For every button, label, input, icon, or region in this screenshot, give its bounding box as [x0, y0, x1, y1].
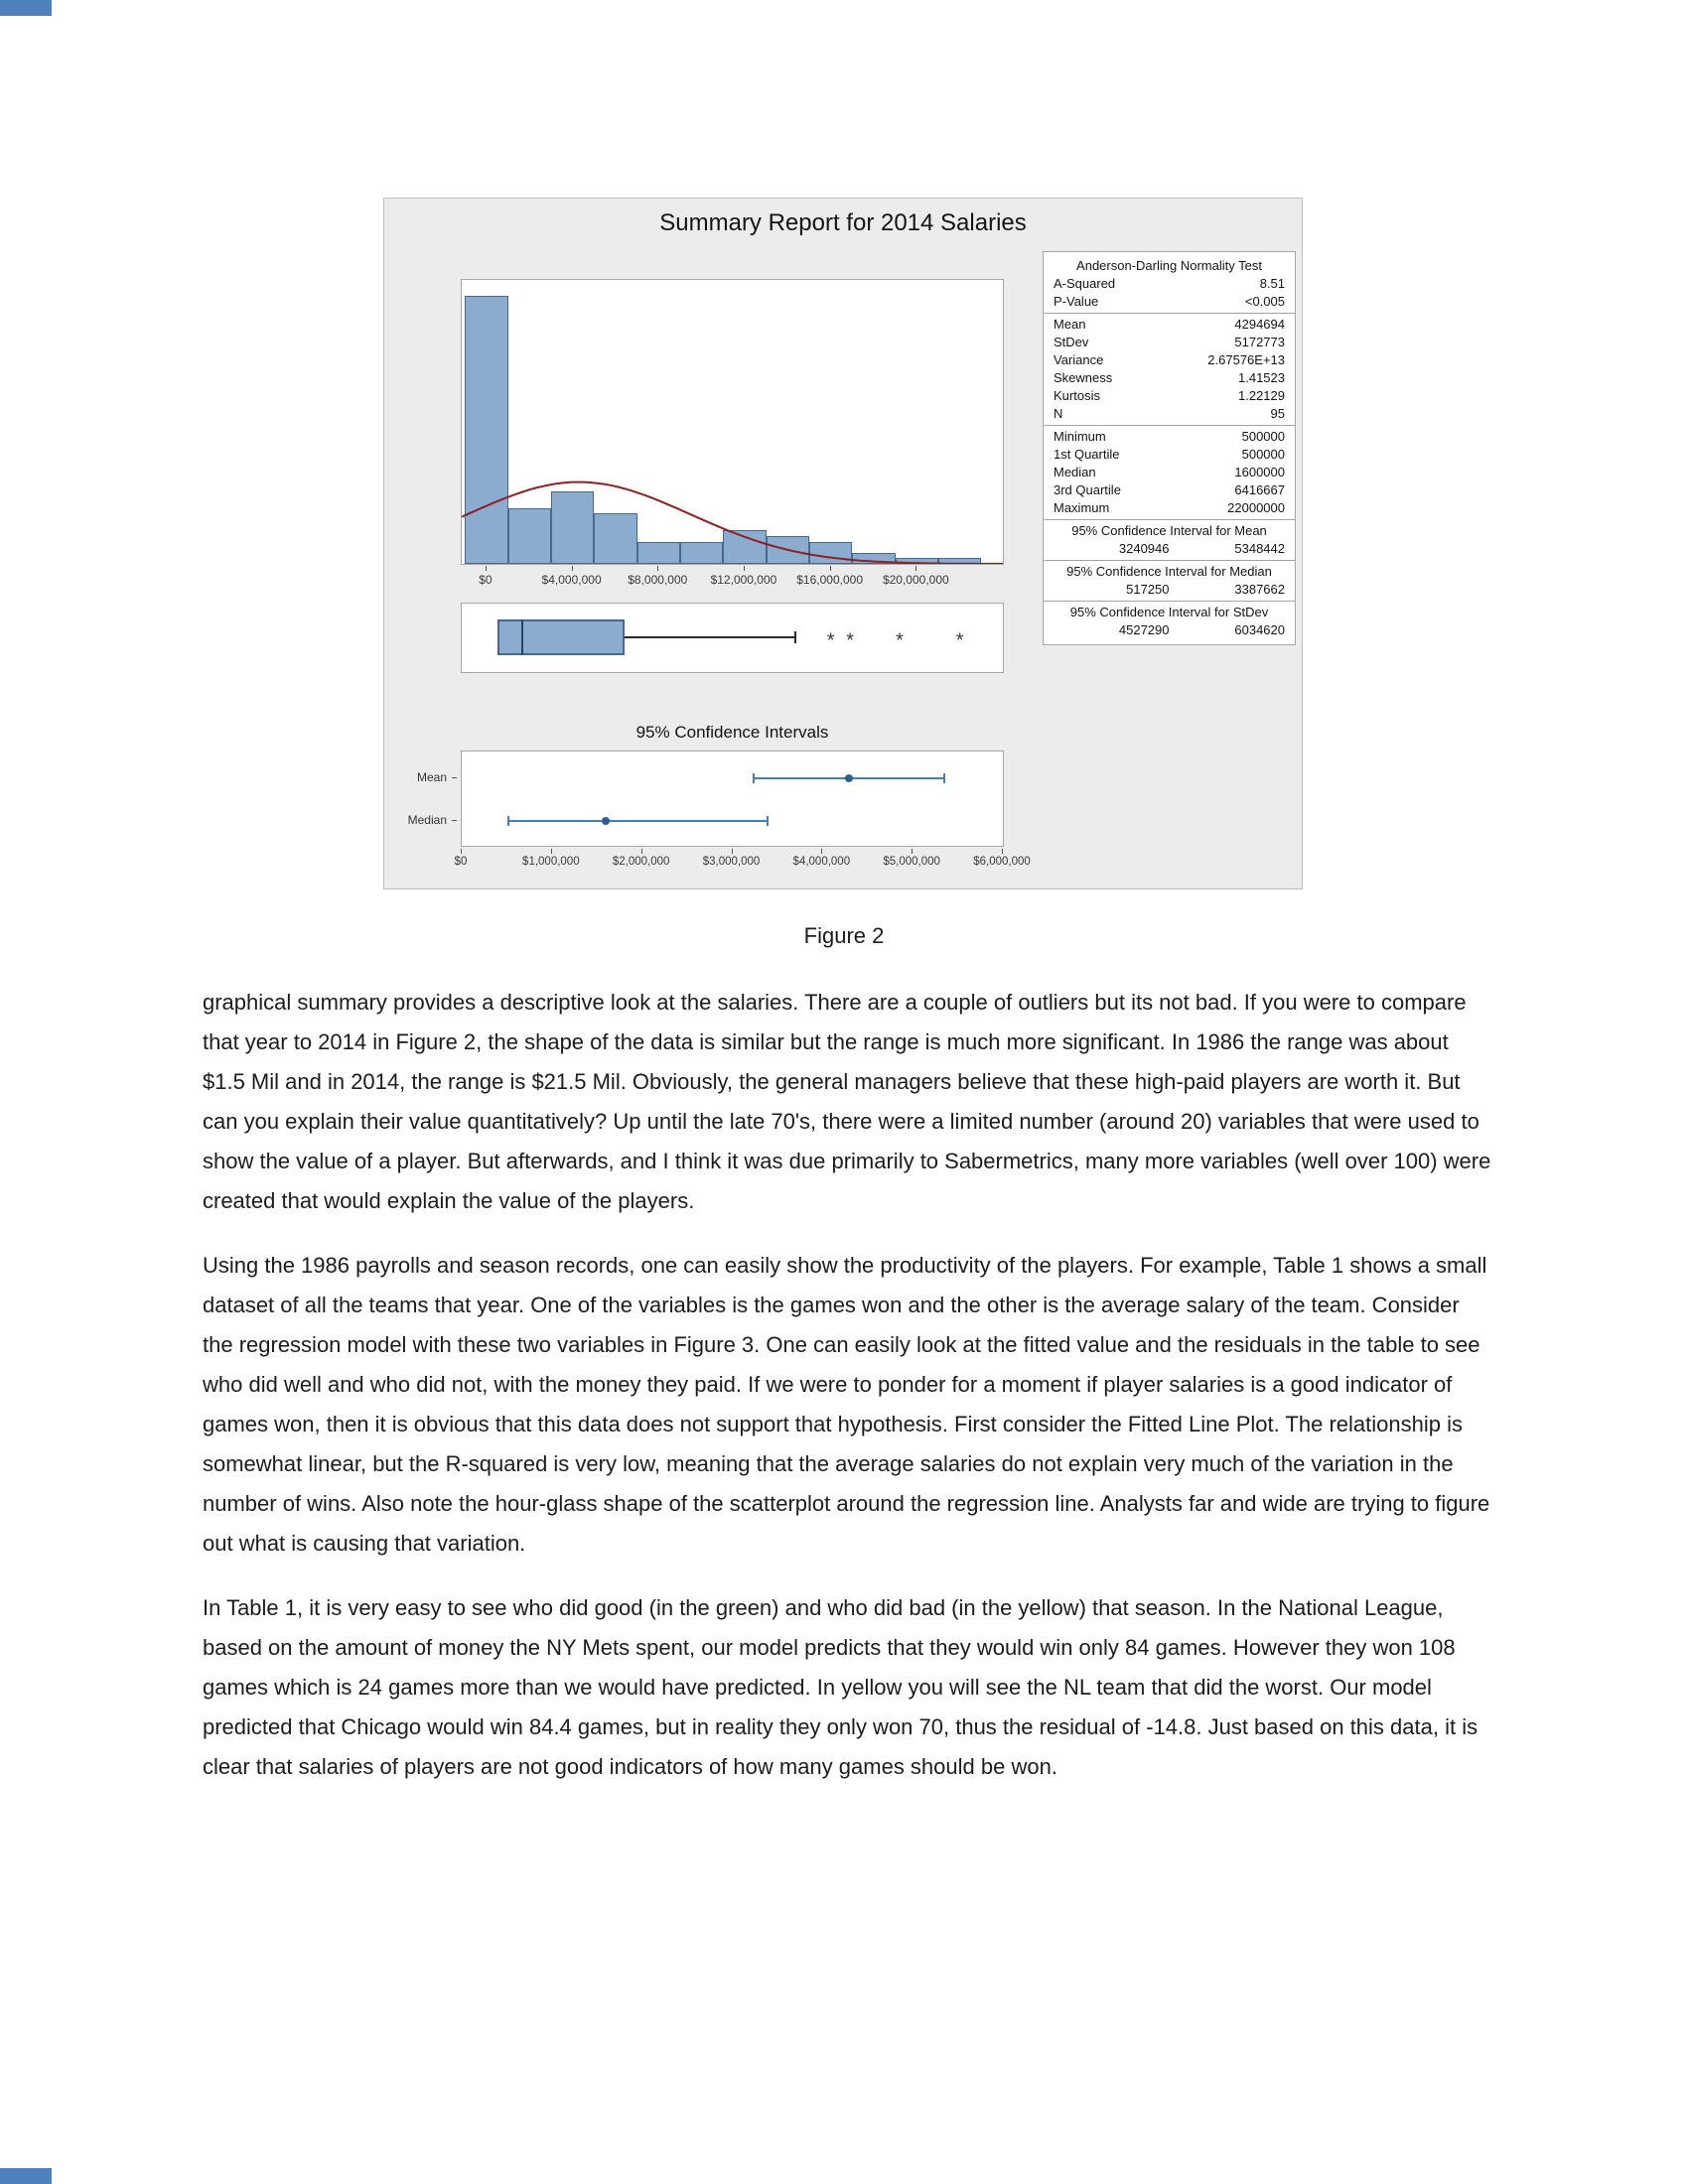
stats-section	[1044, 560, 1295, 601]
ci-row-label: Median	[407, 813, 447, 828]
stat-label: 3rd Quartile	[1054, 482, 1121, 497]
figure-caption: Figure 2	[803, 923, 885, 948]
ci-row-tick	[452, 820, 457, 821]
normal-curve-path	[462, 482, 1003, 564]
stat-value: 517250	[1126, 582, 1170, 597]
stat-value: 3387662	[1234, 582, 1285, 597]
stats-row	[1044, 405, 1295, 423]
stat-value: 4294694	[1234, 317, 1285, 332]
stat-value: 2.67576E+13	[1207, 352, 1285, 367]
stats-section-header: 95% Confidence Interval for Mean	[1071, 523, 1267, 538]
stat-label: Median	[1054, 465, 1096, 479]
axis-tick	[486, 566, 487, 571]
stat-value: 5348442	[1234, 541, 1285, 556]
stats-row	[1044, 499, 1295, 517]
ci-interval-cap	[507, 816, 509, 826]
axis-tick	[572, 566, 573, 571]
ci-interval-cap	[767, 816, 769, 826]
stat-label: 1st Quartile	[1054, 447, 1120, 462]
axis-tick	[821, 849, 822, 854]
axis-tick-label: $1,000,000	[522, 856, 580, 868]
boxplot-outlier: *	[846, 629, 855, 652]
stats-row	[1044, 387, 1295, 405]
stat-label: P-Value	[1054, 294, 1099, 309]
stat-value: 500000	[1241, 429, 1285, 444]
stat-label: StDev	[1054, 335, 1089, 349]
boxplot-outlier: *	[826, 629, 835, 652]
stat-value: 500000	[1241, 447, 1285, 462]
stats-section	[1044, 601, 1295, 641]
stats-section	[1044, 255, 1295, 313]
stat-value: 22000000	[1227, 500, 1285, 515]
histogram-plot	[461, 279, 1004, 565]
ci-point-estimate	[845, 774, 853, 782]
ci-interval-cap	[943, 773, 945, 783]
axis-tick-label: $5,000,000	[883, 856, 940, 868]
stat-value: 95	[1270, 406, 1285, 421]
stats-row	[1044, 464, 1295, 481]
stat-label: Kurtosis	[1054, 388, 1100, 403]
stats-row	[1044, 334, 1295, 351]
stats-ci-values	[1044, 581, 1295, 599]
adjacent-page-fragment-top	[0, 0, 52, 16]
axis-tick	[461, 849, 462, 854]
stat-label: Maximum	[1054, 500, 1110, 515]
stats-row	[1044, 316, 1295, 334]
axis-tick-label: $0	[454, 856, 468, 868]
ci-row-label: Mean	[416, 769, 447, 784]
summary-report-figure	[383, 198, 1303, 889]
paragraph: In Table 1, it is very easy to see who did good (in the green) and who did bad (in the yellow) that season. In the National League, based on the amount of money the NY Mets spent, our model predicts that they would win only 84 games. However they won 108 games which is 24 games more than we would have predicted. In yellow you will see the NL team that did the worst. Our model predicted that Chicago would win 84.4 games, but in reality they only won 70, thus the residual of -14.8. Just based on this data, it is clear that salaries of players are not good indicators of how many games should be won.	[203, 1595, 1478, 1779]
axis-tick-label: $4,000,000	[792, 856, 851, 868]
stats-section	[1044, 313, 1295, 425]
boxplot-whisker	[625, 636, 794, 638]
axis-tick-label: $0	[479, 573, 492, 587]
boxplot-outlier: *	[955, 629, 964, 652]
stat-label: Mean	[1054, 317, 1086, 332]
stats-row	[1044, 446, 1295, 464]
paragraph: Using the 1986 payrolls and season records, one can easily show the productivity of the players. For example, Table 1 shows a small dataset of all the teams that year. One of the variables is the games won and the other is the average salary of the team. Consider the regression model with these two variables in Figure 3. One can easily look at the fitted value and the residuals in the table to see who did well and who did not, with the money they paid. If we were to ponder for a moment if player salaries is a good indicator of games won, then it is obvious that this data does not support that hypothesis. First consider the Fitted Line Plot. The relationship is somewhat linear, but the R-squared is very low, meaning that the average salaries do not explain very much of the variation in the number of wins. Also note the hour-glass shape of the scatterplot around the regression line. Analysts far and wide are trying to figure out what is causing that variation.	[203, 1253, 1490, 1556]
ci-point-estimate	[602, 817, 610, 825]
paragraph: graphical summary provides a descriptive look at the salaries. There are a couple of outliers but its not bad. If you were to compare that year to 2014 in Figure 2, the shape of the data is similar but the range is much more significant. In 1986 the range was about $1.5 Mil and in 2014, the range is $21.5 Mil. Obviously, the general managers believe that these high-paid players are worth it. But can you explain their value quantitatively? Up until the late 70's, there were a limited number (around 20) variables that were used to show the value of a player. But afterwards, and I think it was due primarily to Sabermetrics, many more variables (well over 100) were created that would explain the value of the players.	[203, 990, 1491, 1213]
axis-tick-label: $8,000,000	[628, 573, 688, 587]
stats-row	[1044, 428, 1295, 446]
stat-value: <0.005	[1244, 294, 1285, 309]
axis-tick	[830, 566, 831, 571]
stat-value: 6416667	[1234, 482, 1285, 497]
axis-tick	[744, 566, 745, 571]
stat-value: 1.41523	[1238, 370, 1285, 385]
axis-tick	[641, 849, 642, 854]
ci-row-tick	[452, 777, 457, 778]
stats-section-header: 95% Confidence Interval for Median	[1066, 564, 1272, 579]
figure-title: Summary Report for 2014 Salaries	[659, 209, 1027, 236]
stats-section-header: 95% Confidence Interval for StDev	[1069, 605, 1269, 619]
body-text	[203, 983, 1491, 1812]
ci-plot	[461, 751, 1004, 847]
stat-label: Minimum	[1054, 429, 1106, 444]
histogram-x-axis	[461, 566, 1004, 588]
ci-interval-line	[508, 820, 768, 822]
axis-tick-label: $12,000,000	[710, 573, 777, 587]
adjacent-page-fragment-bottom	[0, 2168, 52, 2184]
boxplot-box	[497, 619, 625, 655]
axis-tick	[657, 566, 658, 571]
stat-label: N	[1054, 406, 1063, 421]
stat-label: A-Squared	[1054, 276, 1116, 291]
axis-tick	[915, 566, 916, 571]
axis-tick-label: $4,000,000	[541, 573, 602, 587]
stats-section	[1044, 425, 1295, 519]
boxplot-whisker-cap	[794, 631, 796, 643]
axis-tick-label: $20,000,000	[882, 573, 949, 587]
stat-value: 1.22129	[1238, 388, 1285, 403]
stats-ci-values	[1044, 540, 1295, 558]
stat-value: 4527290	[1118, 622, 1170, 637]
stats-row	[1044, 293, 1295, 311]
stat-label: Skewness	[1054, 370, 1113, 385]
stat-value: 3240946	[1118, 541, 1170, 556]
boxplot-median-line	[521, 619, 523, 655]
stat-value: 6034620	[1234, 622, 1285, 637]
axis-tick-label: $3,000,000	[702, 856, 761, 868]
ci-y-axis	[384, 751, 457, 847]
stats-section	[1044, 519, 1295, 560]
axis-tick	[912, 849, 913, 854]
ci-x-axis	[454, 849, 1031, 871]
stat-label: Variance	[1054, 352, 1104, 367]
statistics-panel	[1043, 251, 1296, 645]
ci-interval-cap	[753, 773, 755, 783]
axis-tick	[1002, 849, 1003, 854]
axis-tick	[551, 849, 552, 854]
axis-tick	[732, 849, 733, 854]
boxplot-outlier: *	[896, 629, 904, 652]
axis-tick-label: $6,000,000	[973, 856, 1031, 868]
stats-ci-values	[1044, 621, 1295, 639]
normal-curve	[462, 280, 1003, 564]
stat-value: 8.51	[1259, 276, 1285, 291]
stats-row	[1044, 275, 1295, 293]
stats-row	[1044, 351, 1295, 369]
axis-tick-label: $16,000,000	[796, 573, 863, 587]
ci-chart-title: 95% Confidence Intervals	[635, 723, 829, 742]
stat-value: 5172773	[1234, 335, 1285, 349]
boxplot-plot	[461, 603, 1004, 673]
stats-row	[1044, 369, 1295, 387]
axis-tick-label: $2,000,000	[612, 856, 670, 868]
stats-row	[1044, 481, 1295, 499]
stats-section-header: Anderson-Darling Normality Test	[1076, 258, 1262, 273]
stat-value: 1600000	[1234, 465, 1285, 479]
